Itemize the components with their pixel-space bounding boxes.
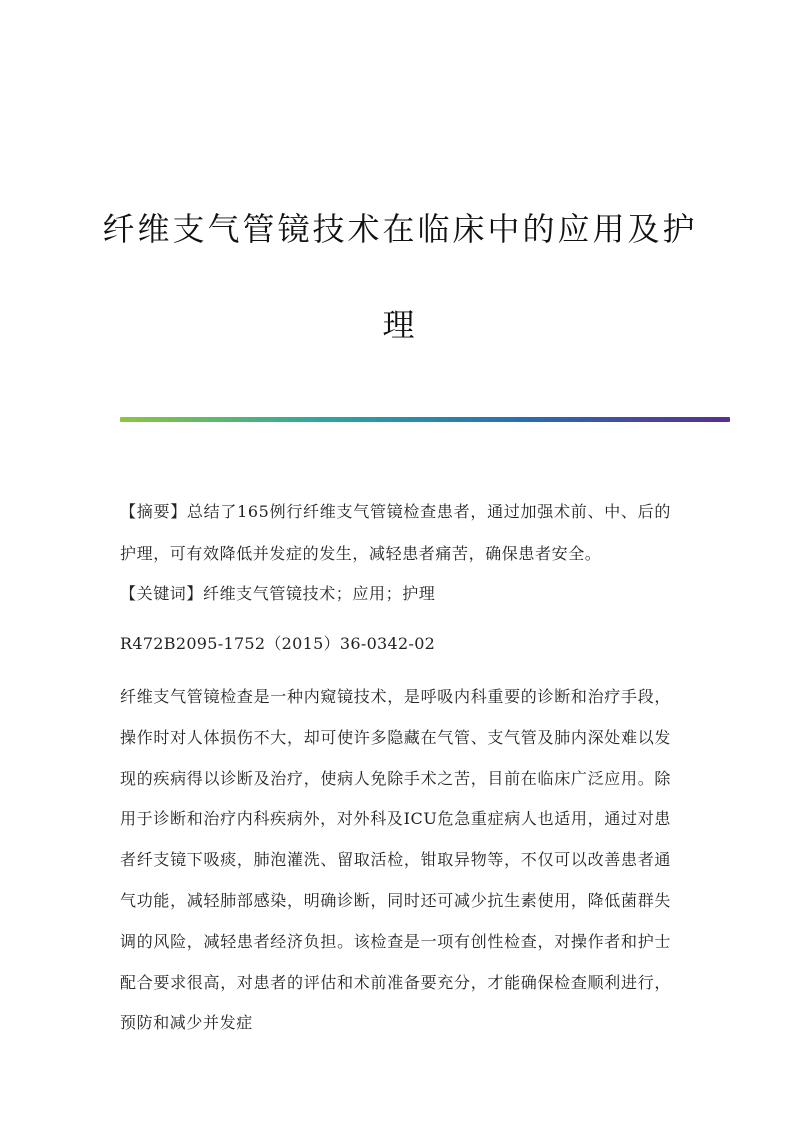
body-paragraph: 纤维支气管镜检查是一种内窥镜技术，是呼吸内科重要的诊断和治疗手段，操作时对人体损伤不大，却可使许多隐藏在气管、支气管及肺内深处难以发现的疾病得以诊断及治疗，使病人免除手术之苦，目前在临床广泛应用。除用于诊断和治疗内科疾病外，对外科及ICU危急重症病人也适用，通过对患者纤支镜下吸痰，肺泡灌洗、留取活检，钳取异物等，不仅可以改善患者通气功能，减轻肺部感染，明确诊断，同时还可减少抗生素使用，降低菌群失调的风险，减轻患者经济负担。该检查是一项有创性检查，对操作者和护士配合要求很高，对患者的评估和术前准备要充分，才能确保检查顺利进行，预防和减少并发症 (120, 687, 671, 1033)
title-line-2: 理 (382, 306, 418, 345)
title-line-1: 纤维支气管镜技术在临床中的应用及护 (102, 210, 698, 249)
document-title (100, 181, 700, 373)
classification-number: R472B2095-1752（2015）36-0342-02 (120, 634, 436, 653)
keywords-line: 【关键词】纤维支气管镜技术；应用；护理 (120, 584, 436, 603)
abstract-paragraph: 【摘要】总结了165例行纤维支气管镜检查患者，通过加强术前、中、后的护理，可有效降低并发症的发生，减轻患者痛苦，确保患者安全。 (120, 502, 671, 563)
title-divider (120, 417, 730, 422)
